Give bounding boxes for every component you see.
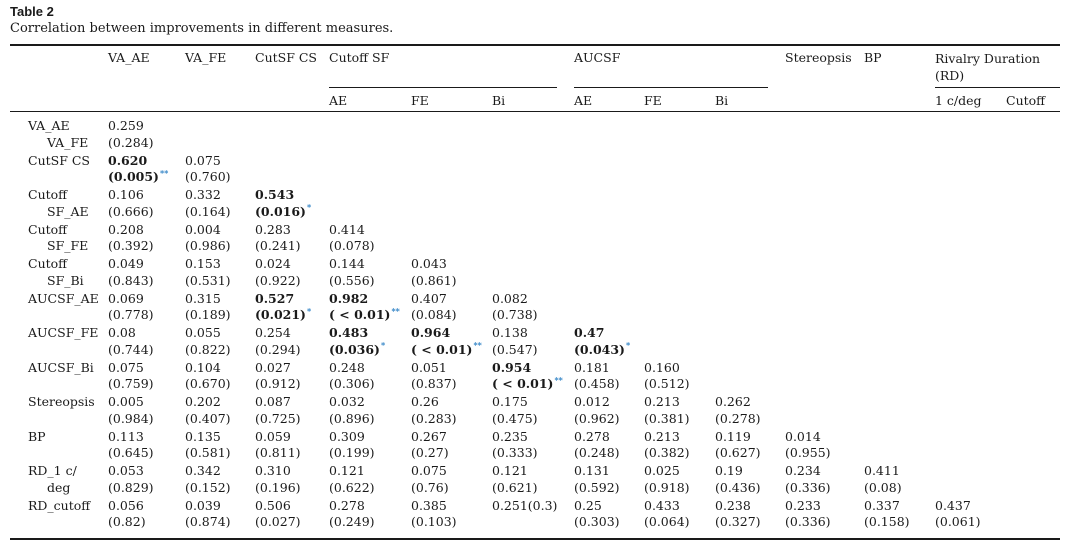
p-value xyxy=(255,445,301,460)
bottom-rule xyxy=(10,538,1060,540)
correlation-value: 0.213 xyxy=(644,394,680,409)
correlation-value: 0.104 xyxy=(185,359,221,375)
header-cutsf-cs: CutSF CS xyxy=(255,50,317,65)
correlation-value: 0.267 xyxy=(411,428,447,444)
subheader-cutoff-fe: FE xyxy=(411,93,429,108)
p-value xyxy=(185,238,231,253)
p-value-text: (0.061) xyxy=(935,514,981,529)
subheader-aucsf-bi: Bi xyxy=(715,93,729,108)
correlation-value: 0.332 xyxy=(185,187,221,202)
p-value-text: (0.475) xyxy=(492,410,538,426)
correlation-value: 0.202 xyxy=(185,394,221,409)
p-value-text: (0.249) xyxy=(329,514,375,529)
p-value-text: (0.294) xyxy=(255,341,301,357)
p-value-text: (0.336) xyxy=(785,514,831,529)
correlation-value: 0.982 xyxy=(329,290,369,306)
correlation-value: 0.121 xyxy=(492,463,528,478)
p-value-text: (0.621) xyxy=(492,479,538,495)
p-value-text: (0.458) xyxy=(574,376,620,391)
correlation-value: 0.411 xyxy=(864,463,900,478)
correlation-value: 0.024 xyxy=(255,256,291,271)
p-value xyxy=(785,514,831,529)
correlation-value: 0.106 xyxy=(108,187,144,202)
p-value xyxy=(108,169,168,184)
p-value-text: (0.283) xyxy=(411,410,457,426)
p-value-text: (0.196) xyxy=(255,479,301,495)
correlation-value: 0.160 xyxy=(644,359,680,375)
p-value xyxy=(715,445,761,460)
p-value-text: (0.837) xyxy=(411,376,457,391)
p-value xyxy=(329,376,375,391)
p-value xyxy=(108,376,154,391)
correlation-value: 0.234 xyxy=(785,463,821,478)
p-value xyxy=(644,445,690,460)
p-value xyxy=(785,445,831,460)
correlation-value: 0.053 xyxy=(108,463,144,478)
p-value-text: (0.152) xyxy=(185,479,231,495)
p-value xyxy=(411,411,457,426)
correlation-value: 0.433 xyxy=(644,497,680,513)
correlation-value: 0.087 xyxy=(255,394,291,409)
p-value-text: (0.327) xyxy=(715,514,761,529)
correlation-value: 0.385 xyxy=(411,497,447,513)
correlation-value: 0.47 xyxy=(574,325,605,340)
p-value xyxy=(574,411,620,426)
row-label: Cutoff xyxy=(28,256,68,271)
p-value xyxy=(108,480,154,495)
correlation-value: 0.283 xyxy=(255,221,291,237)
p-value-text: (0.284) xyxy=(108,134,154,150)
p-value-text: ( < 0.01) xyxy=(411,341,473,357)
p-value xyxy=(185,411,231,426)
p-value xyxy=(329,307,400,322)
p-value xyxy=(108,411,154,426)
correlation-value: 0.039 xyxy=(185,497,221,513)
correlation-value: 0.138 xyxy=(492,325,528,340)
correlation-value: 0.315 xyxy=(185,290,221,306)
significance-marker: * xyxy=(306,202,312,213)
p-value-text: (0.381) xyxy=(644,410,690,426)
p-value-text: (0.725) xyxy=(255,410,301,426)
correlation-value: 0.153 xyxy=(185,256,221,271)
p-value xyxy=(108,204,154,219)
row-label: CutSF CS xyxy=(28,152,90,168)
correlation-value: 0.437 xyxy=(935,497,971,513)
p-value-text: (0.556) xyxy=(329,272,375,288)
correlation-value: 0.527 xyxy=(255,290,295,306)
p-value-text: (0.103) xyxy=(411,514,457,529)
p-value xyxy=(644,514,690,529)
correlation-value: 0.014 xyxy=(785,428,821,444)
correlation-value: 0.012 xyxy=(574,394,610,409)
row-label: RD_cutoff xyxy=(28,497,91,513)
p-value xyxy=(644,480,690,495)
correlation-value: 0.004 xyxy=(185,221,221,237)
correlation-value: 0.19 xyxy=(715,463,743,478)
correlation-value: 0.964 xyxy=(411,325,451,340)
p-value-text: (0.27) xyxy=(411,445,449,460)
p-value xyxy=(329,411,375,426)
correlation-value: 0.208 xyxy=(108,221,144,237)
p-value xyxy=(715,514,761,529)
correlation-value: 0.082 xyxy=(492,290,528,306)
correlation-value: 0.954 xyxy=(492,359,532,375)
header-va-fe: VA_FE xyxy=(185,50,227,65)
correlation-value: 0.251(0.3) xyxy=(492,497,558,513)
header-bottom-rule xyxy=(10,111,1060,112)
p-value xyxy=(185,307,231,322)
row-label: AUCSF_Bi xyxy=(28,359,94,375)
row-label-continued: VA_FE xyxy=(47,134,89,150)
correlation-value: 0.075 xyxy=(185,152,221,168)
p-value xyxy=(108,135,154,150)
row-label: Cutoff xyxy=(28,221,68,237)
p-value-text: (0.955) xyxy=(785,445,831,460)
header-va-ae: VA_AE xyxy=(108,50,150,65)
correlation-value: 0.543 xyxy=(255,187,295,202)
correlation-value: 0.113 xyxy=(108,428,144,444)
significance-marker: ** xyxy=(473,340,482,351)
p-value-text: (0.021) xyxy=(255,307,306,322)
correlation-value: 0.233 xyxy=(785,497,821,513)
p-value xyxy=(329,273,375,288)
p-value-text: (0.158) xyxy=(864,514,910,529)
p-value xyxy=(108,514,146,529)
table-label: Table 2 xyxy=(10,4,54,19)
p-value xyxy=(329,342,385,357)
p-value-text: (0.547) xyxy=(492,341,538,357)
p-value xyxy=(574,445,620,460)
significance-marker: ** xyxy=(554,374,563,385)
p-value xyxy=(108,445,154,460)
p-value-text: (0.512) xyxy=(644,376,690,391)
correlation-value: 0.175 xyxy=(492,394,528,409)
row-label: AUCSF_AE xyxy=(28,290,99,306)
p-value xyxy=(492,480,538,495)
p-value xyxy=(411,480,449,495)
p-value xyxy=(864,514,910,529)
p-value-text: (0.064) xyxy=(644,514,690,529)
p-value-text: (0.670) xyxy=(185,376,231,391)
p-value-text: (0.164) xyxy=(185,203,231,219)
subheader-rd-cutoff: Cutoff xyxy=(1006,93,1046,108)
p-value xyxy=(492,307,538,322)
row-label-continued: SF_Bi xyxy=(47,272,84,288)
p-value-text: (0.036) xyxy=(329,341,380,357)
p-value-text: (0.986) xyxy=(185,238,231,253)
p-value xyxy=(185,514,231,529)
correlation-value: 0.254 xyxy=(255,325,291,340)
p-value xyxy=(185,273,231,288)
subheader-cutoff-bi: Bi xyxy=(492,93,506,108)
p-value xyxy=(255,480,301,495)
p-value-text: (0.666) xyxy=(108,203,154,219)
p-value xyxy=(574,376,620,391)
p-value-text: (0.241) xyxy=(255,238,301,253)
subheader-aucsf-ae: AE xyxy=(574,93,593,108)
p-value-text: (0.078) xyxy=(329,238,375,253)
p-value-text: (0.861) xyxy=(411,272,457,288)
subheader-rd-1cdeg: 1 c/deg xyxy=(935,93,982,108)
p-value xyxy=(185,342,231,357)
correlation-value: 0.025 xyxy=(644,463,680,478)
p-value xyxy=(108,238,154,253)
correlation-value: 0.075 xyxy=(108,359,144,375)
p-value-text: (0.248) xyxy=(574,445,620,460)
correlation-value: 0.032 xyxy=(329,394,365,409)
p-value xyxy=(644,376,690,391)
p-value xyxy=(185,376,231,391)
correlation-value: 0.483 xyxy=(329,325,369,340)
p-value-text: (0.744) xyxy=(108,341,154,357)
p-value xyxy=(255,273,301,288)
p-value xyxy=(574,514,620,529)
header-stereopsis: Stereopsis xyxy=(785,50,852,65)
subheader-cutoff-ae: AE xyxy=(329,93,348,108)
p-value xyxy=(255,204,311,219)
correlation-value: 0.309 xyxy=(329,428,365,444)
p-value-text: (0.333) xyxy=(492,445,538,460)
p-value xyxy=(492,445,538,460)
p-value-text: (0.922) xyxy=(255,272,301,288)
correlation-value: 0.075 xyxy=(411,463,447,478)
correlation-value: 0.238 xyxy=(715,497,751,513)
table-caption: Correlation between improvements in different measures. xyxy=(10,21,394,36)
header-cutoff-sf: Cutoff SF xyxy=(329,50,390,65)
correlation-value: 0.056 xyxy=(108,497,144,513)
correlation-value: 0.337 xyxy=(864,497,900,513)
significance-marker: * xyxy=(625,340,631,351)
row-label-continued: SF_AE xyxy=(47,203,89,219)
correlation-value: 0.135 xyxy=(185,428,221,444)
aucsf-group-rule xyxy=(574,87,768,88)
p-value xyxy=(255,238,301,253)
p-value xyxy=(185,169,231,184)
p-value-text: (0.76) xyxy=(411,479,449,495)
p-value xyxy=(255,411,301,426)
p-value xyxy=(411,307,457,322)
p-value xyxy=(108,342,154,357)
p-value-text: (0.189) xyxy=(185,307,231,322)
correlation-value: 0.213 xyxy=(644,428,680,444)
p-value-text: (0.581) xyxy=(185,445,231,460)
p-value xyxy=(411,273,457,288)
p-value-text: (0.738) xyxy=(492,307,538,322)
significance-marker: * xyxy=(306,305,312,316)
p-value xyxy=(715,411,761,426)
p-value-text: (0.392) xyxy=(108,238,154,253)
p-value-text: (0.278) xyxy=(715,410,761,426)
p-value xyxy=(411,376,457,391)
correlation-value: 0.407 xyxy=(411,290,447,306)
header-rivalry: Rivalry Duration (RD) xyxy=(935,51,1041,83)
correlation-value: 0.310 xyxy=(255,463,291,478)
p-value-text: (0.622) xyxy=(329,479,375,495)
correlation-value: 0.069 xyxy=(108,290,144,306)
correlation-value: 0.278 xyxy=(574,428,610,444)
significance-marker: ** xyxy=(391,305,400,316)
row-label: AUCSF_FE xyxy=(28,325,99,340)
correlation-value: 0.08 xyxy=(108,325,136,340)
p-value xyxy=(329,238,375,253)
row-label: Stereopsis xyxy=(28,394,95,409)
correlation-value: 0.131 xyxy=(574,463,610,478)
p-value-text: ( < 0.01) xyxy=(329,307,391,322)
p-value-text: (0.303) xyxy=(574,514,620,529)
p-value-text: (0.627) xyxy=(715,445,761,460)
p-value-text: (0.199) xyxy=(329,445,375,460)
p-value-text: (0.592) xyxy=(574,479,620,495)
p-value xyxy=(329,514,375,529)
p-value xyxy=(255,376,301,391)
significance-marker: * xyxy=(380,340,386,351)
p-value xyxy=(185,445,231,460)
p-value-text: (0.778) xyxy=(108,307,154,322)
correlation-value: 0.262 xyxy=(715,394,751,409)
p-value-text: (0.843) xyxy=(108,272,154,288)
p-value xyxy=(644,411,690,426)
row-label-continued: SF_FE xyxy=(47,238,89,253)
correlation-value: 0.342 xyxy=(185,463,221,478)
p-value-text: (0.407) xyxy=(185,410,231,426)
correlation-value: 0.620 xyxy=(108,152,148,168)
row-label: BP xyxy=(28,428,46,444)
correlation-value: 0.051 xyxy=(411,359,447,375)
p-value-text: (0.896) xyxy=(329,410,375,426)
p-value xyxy=(411,445,449,460)
p-value xyxy=(411,514,457,529)
p-value-text: ( < 0.01) xyxy=(492,376,554,391)
p-value-text: (0.918) xyxy=(644,479,690,495)
correlation-value: 0.181 xyxy=(574,359,610,375)
p-value-text: (0.005) xyxy=(108,169,159,184)
row-label-continued: deg xyxy=(47,479,71,495)
correlation-value: 0.059 xyxy=(255,428,291,444)
p-value-text: (0.336) xyxy=(785,479,831,495)
p-value xyxy=(185,480,231,495)
correlation-value: 0.278 xyxy=(329,497,365,513)
p-value xyxy=(329,480,375,495)
significance-marker: ** xyxy=(159,167,169,178)
p-value xyxy=(864,480,902,495)
p-value xyxy=(255,514,301,529)
p-value xyxy=(108,307,154,322)
p-value xyxy=(785,480,831,495)
p-value-text: (0.382) xyxy=(644,445,690,460)
p-value xyxy=(715,480,761,495)
p-value-text: (0.811) xyxy=(255,445,301,460)
row-label: VA_AE xyxy=(28,118,70,133)
header-bp: BP xyxy=(864,50,882,65)
correlation-value: 0.055 xyxy=(185,325,221,340)
correlation-value: 0.248 xyxy=(329,359,365,375)
p-value-text: (0.043) xyxy=(574,341,625,357)
p-value xyxy=(411,342,482,357)
correlation-value: 0.027 xyxy=(255,359,291,375)
correlation-value: 0.043 xyxy=(411,256,447,271)
correlation-value: 0.005 xyxy=(108,394,144,409)
p-value-text: (0.084) xyxy=(411,307,457,322)
correlation-value: 0.049 xyxy=(108,256,144,271)
p-value xyxy=(255,342,301,357)
header-aucsf: AUCSF xyxy=(574,50,621,65)
p-value xyxy=(255,307,311,322)
top-rule xyxy=(10,44,1060,46)
p-value xyxy=(574,480,620,495)
cutoff-sf-group-rule xyxy=(329,87,557,88)
p-value-text: (0.829) xyxy=(108,479,154,495)
correlation-value: 0.414 xyxy=(329,221,365,237)
correlation-value: 0.259 xyxy=(108,118,144,133)
p-value xyxy=(492,376,563,391)
p-value-text: (0.822) xyxy=(185,341,231,357)
p-value-text: (0.08) xyxy=(864,479,902,495)
p-value-text: (0.82) xyxy=(108,514,146,529)
p-value-text: (0.760) xyxy=(185,169,231,184)
subheader-aucsf-fe: FE xyxy=(644,93,662,108)
correlation-value: 0.144 xyxy=(329,256,365,271)
row-label: RD_1 c/ xyxy=(28,463,77,478)
p-value-text: (0.436) xyxy=(715,479,761,495)
p-value xyxy=(935,514,981,529)
row-label: Cutoff xyxy=(28,187,68,202)
p-value-text: (0.874) xyxy=(185,514,231,529)
p-value-text: (0.306) xyxy=(329,376,375,391)
correlation-value: 0.26 xyxy=(411,394,439,409)
p-value-text: (0.962) xyxy=(574,410,620,426)
p-value-text: (0.984) xyxy=(108,410,154,426)
p-value xyxy=(492,342,538,357)
p-value xyxy=(185,204,231,219)
correlation-value: 0.121 xyxy=(329,463,365,478)
correlation-value: 0.235 xyxy=(492,428,528,444)
correlation-value: 0.25 xyxy=(574,497,602,513)
correlation-value: 0.506 xyxy=(255,497,291,513)
p-value xyxy=(108,273,154,288)
p-value xyxy=(492,411,538,426)
p-value xyxy=(329,445,375,460)
p-value-text: (0.531) xyxy=(185,272,231,288)
p-value-text: (0.016) xyxy=(255,203,306,219)
p-value-text: (0.759) xyxy=(108,376,154,391)
p-value-text: (0.912) xyxy=(255,376,301,391)
p-value-text: (0.027) xyxy=(255,514,301,529)
p-value-text: (0.645) xyxy=(108,445,154,460)
rivalry-group-rule xyxy=(935,87,1060,88)
p-value xyxy=(574,342,630,357)
correlation-value: 0.119 xyxy=(715,428,751,444)
